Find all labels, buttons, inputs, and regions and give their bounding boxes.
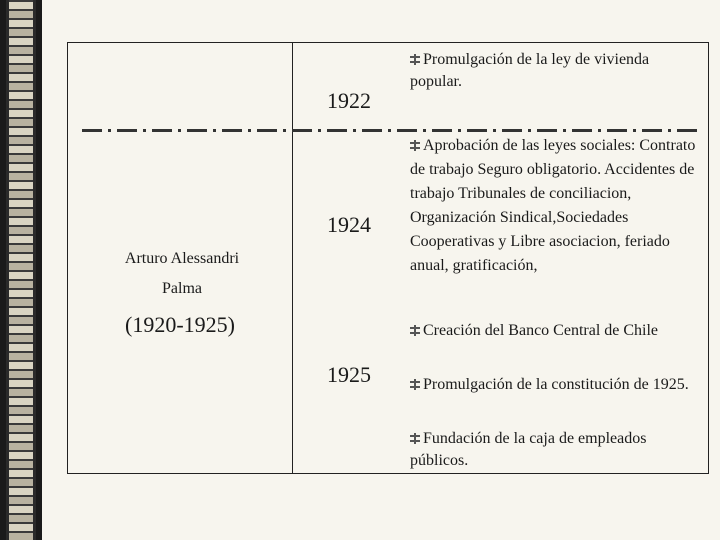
bullet-1924-1 <box>410 134 705 278</box>
fancy-bullet-icon <box>410 54 420 65</box>
bullet-text: Fundación de la caja de empleados públicos. <box>410 430 647 469</box>
person-name-line2: Palma <box>162 280 202 297</box>
bullet-text: Promulgación de la ley de vivienda popular. <box>410 51 650 90</box>
bullet-text: Creación del Banco Central de Chile <box>423 322 659 339</box>
film-strip-pattern <box>6 0 36 540</box>
person-name <box>92 244 272 304</box>
bullet-1925-1 <box>410 320 705 342</box>
bullet-1925-3 <box>410 428 705 472</box>
presidency-period: (1920-1925) <box>125 312 235 337</box>
year-1924: 1924 <box>327 212 371 237</box>
fancy-bullet-icon <box>410 140 420 151</box>
film-strip-border <box>0 0 42 540</box>
year-1922: 1922 <box>327 88 371 113</box>
dashed-separator <box>82 129 702 132</box>
bullet-text: Promulgación de la constitución de 1925. <box>423 376 689 393</box>
bullet-1922-1 <box>410 49 705 93</box>
fancy-bullet-icon <box>410 433 420 444</box>
bullet-text: Aprobación de las leyes sociales: Contrato de trabajo Seguro obligatorio. Accidentes de trabajo Tribunales de conciliacion, Organización Sindical,Sociedades Cooperativas y Libre asociacion, feriado anual, gratificación, <box>410 137 696 274</box>
year-1925: 1925 <box>327 362 371 387</box>
fancy-bullet-icon <box>410 325 420 336</box>
fancy-bullet-icon <box>410 379 420 390</box>
person-name-line1: Arturo Alessandri <box>124 250 240 267</box>
column-divider <box>292 42 293 474</box>
bullet-1925-2 <box>410 374 705 396</box>
